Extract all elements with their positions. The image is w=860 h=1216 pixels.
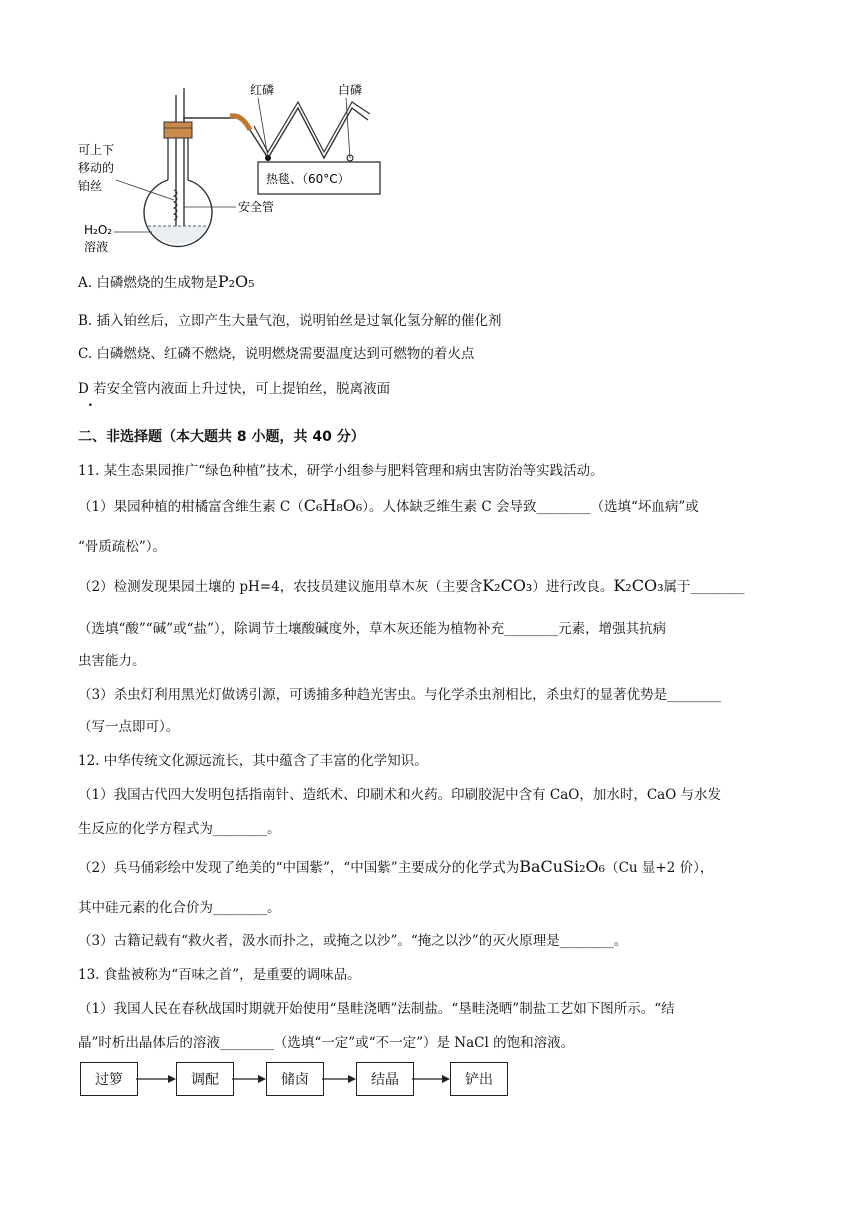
option-a-text: A. 白磷燃烧的生成物是 <box>78 275 218 291</box>
q12-part1-line1: （1）我国古代四大发明包括指南针、造纸术、印刷术和火药。印刷胶泥中含有 CaO，加水时，CaO 与水发 <box>78 787 722 803</box>
q11-p2-text-b: ）进行改良。 <box>532 579 614 595</box>
solution-label: 溶液 <box>84 240 109 254</box>
q12-intro: 12. 中华传统文化源远流长，其中蕴含了丰富的化学知识。 <box>78 753 428 769</box>
movable-wire-label-1: 可上下 <box>78 143 115 157</box>
h2o2-label: H₂O₂ <box>84 223 113 237</box>
red-phosphorus-label: 红磷 <box>250 83 275 97</box>
q11-p2-formula-1: K₂CO₃ <box>482 576 533 595</box>
q11-part3-line1: （3）杀虫灯利用黑光灯做诱引源，可诱捕多种趋光害虫。与化学杀虫剂相比，杀虫灯的显著优势是________ <box>78 687 722 703</box>
flow-step-1: 过箩 <box>80 1062 138 1096</box>
q11-p2-text-a: （2）检测发现果园土壤的 pH=4，农技员建议施用草木灰（主要含 <box>78 579 483 595</box>
q11-part3-line2: （写一点即可）。 <box>78 719 180 735</box>
q11-p1-formula: C₆H₈O₆ <box>303 496 363 515</box>
flow-arrow-2 <box>232 1072 266 1086</box>
h2o2-liquid <box>148 226 208 244</box>
q11-part2-line3: 虫害能力。 <box>78 653 146 669</box>
q13-intro: 13. 食盐被称为“百味之首”，是重要的调味品。 <box>78 967 361 983</box>
q12-p2-text-a: （2）兵马俑彩绘中发现了绝美的“中国紫”，“中国紫”主要成分的化学式为 <box>78 860 520 876</box>
flow-step-3: 储卤 <box>266 1062 324 1096</box>
q12-p2-text-b: （Cu 显+2 价）， <box>605 860 714 876</box>
rubber-connector <box>230 116 250 130</box>
q11-part2-line2: （选填“酸”“碱”或“盐”），除调节土壤酸碱度外，草木灰还能为植物补充________元素，增强其抗病 <box>78 621 667 637</box>
flow-step-5: 铲出 <box>450 1062 508 1096</box>
rubber-stopper <box>164 122 192 138</box>
q11-part2-line1 <box>78 576 744 597</box>
option-c: C. 白磷燃烧、红磷不燃烧，说明燃烧需要温度达到可燃物的着火点 <box>78 346 475 362</box>
salt-process-flowchart <box>78 1062 508 1098</box>
q11-part1-line2: “骨质疏松”）。 <box>78 539 167 555</box>
movable-wire-label-3: 铂丝 <box>78 179 103 193</box>
q11-intro: 11. 某生态果园推广“绿色种植”技术，研学小组参与肥料管理和病虫害防治等实践活动。 <box>78 463 604 479</box>
q11-part1-line1 <box>78 496 699 517</box>
flow-arrow-1 <box>136 1072 176 1086</box>
q12-part1-line2: 生反应的化学方程式为________。 <box>78 821 281 837</box>
flow-step-2: 调配 <box>176 1062 234 1096</box>
q13-part1-line1: （1）我国人民在春秋战国时期就开始使用“垦畦浇晒”法制盐。“垦畦浇晒”制盐工艺如下图所示。“结 <box>78 1001 675 1017</box>
q11-p2-formula-2: K₂CO₃ <box>613 576 664 595</box>
movable-wire-label-2: 移动的 <box>78 161 115 175</box>
q12-part2-line2: 其中硅元素的化合价为________。 <box>78 900 281 916</box>
q12-p2-formula: BaCuSi₂O₆ <box>519 857 606 876</box>
option-a-formula: P₂O₅ <box>217 272 255 291</box>
q13-part1-line2: 晶”时析出晶体后的溶液________（选填“一定”或“不一定”）是 NaCl 的饱和溶液。 <box>78 1035 575 1051</box>
q11-p2-text-c: 属于________ <box>663 579 745 595</box>
option-d: D 若安全管内液面上升过快，可上提铂丝，脱离液面 <box>78 381 391 397</box>
heater-label: 热毯、（60°C） <box>266 172 350 186</box>
white-phosphorus-label: 白磷 <box>338 83 363 97</box>
option-b: B. 插入铂丝后，立即产生大量气泡，说明铂丝是过氧化氢分解的催化剂 <box>78 313 502 329</box>
q11-p1-text-b: ）。人体缺乏维生素 C 会导致________（选填“坏血病”或 <box>362 499 699 515</box>
option-d-dot: . <box>88 394 93 410</box>
q12-part2-line1 <box>78 857 713 878</box>
option-a <box>78 272 255 293</box>
flow-arrow-3 <box>322 1072 356 1086</box>
safety-tube-label: 安全管 <box>238 200 275 214</box>
section-title: 二、非选择题（本大题共 8 小题，共 40 分） <box>78 429 365 445</box>
flow-step-4: 结晶 <box>356 1062 414 1096</box>
q11-p1-text-a: （1）果园种植的柑橘富含维生素 C（ <box>78 499 304 515</box>
experiment-apparatus-diagram <box>70 80 410 260</box>
q12-part3: （3）古籍记载有“救火者，汲水而扑之，或掩之以沙”。“掩之以沙”的灭火原理是________。 <box>78 933 628 949</box>
flow-arrow-4 <box>412 1072 450 1086</box>
